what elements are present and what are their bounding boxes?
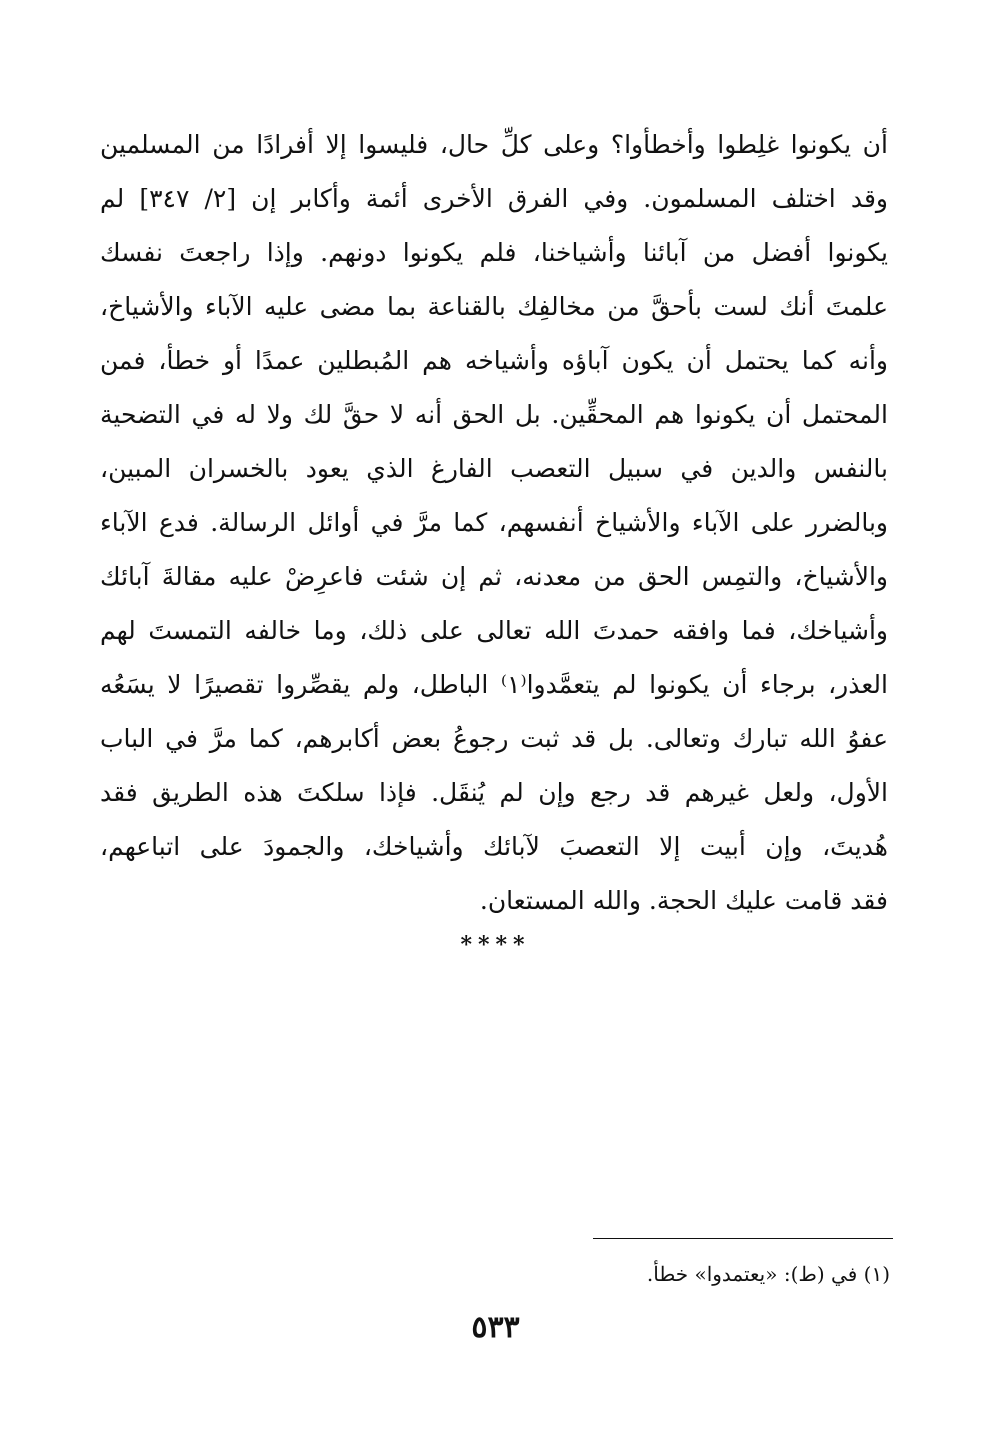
page-number: ٥٣٣ [471,1310,520,1345]
text-line: هُديتَ، وإن أبيت إلا التعصبَ لآبائك وأشياخك، والجمودَ على اتباعهم، [100,832,888,861]
footnote-divider [593,1238,893,1239]
text-line: وبالضرر على الآباء والأشياخ أنفسهم، كما مرَّ في أوائل الرسالة. فدع الآباء [100,508,888,537]
text-line: يكونوا أفضل من آبائنا وأشياخنا، فلم يكونوا دونهم. وإذا راجعتَ نفسك [100,238,888,267]
text-line: وأنه كما يحتمل أن يكون آباؤه وأشياخه هم المُبطلين عمدًا أو خطأ، فمن [100,346,888,375]
text-line: الأول، ولعل غيرهم قد رجع وإن لم يُنقَل. فإذا سلكتَ هذه الطريق فقد [100,778,888,807]
text-line: المحتمل أن يكونوا هم المحقِّين. بل الحق أنه لا حقَّ لك ولا له في التضحية [100,400,888,429]
text-line-last: فقد قامت عليك الحجة. والله المستعان. [479,886,888,915]
text-line: وأشياخك، فما وافقه حمدتَ الله تعالى على ذلك، وما خالفه التمستَ لهم [100,616,888,645]
text-line: عفوُ الله تبارك وتعالى. بل قد ثبت رجوعُ بعض أكابرهم، كما مرَّ في الباب [100,724,888,753]
text-line: علمتَ أنك لست بأحقَّ من مخالفِك بالقناعة بما مضى عليه الآباء والأشياخ، [100,292,888,321]
footnote: (١) في (ط): «يعتمدوا» خطأ. [646,1262,890,1286]
text-line: وقد اختلف المسلمون. وفي الفرق الأخرى أئمة وأكابر إن [٢/ ٣٤٧] لم [100,184,888,213]
main-text-block [100,118,888,928]
text-line: والأشياخ، والتمِس الحق من معدنه، ثم إن شئت فاعرِضْ عليه مقالةَ آبائك [100,562,888,591]
text-line: بالنفس والدين في سبيل التعصب الفارغ الذي يعود بالخسران المبين، [100,454,888,483]
text-line: أن يكونوا غلِطوا وأخطأوا؟ وعلى كلِّ حال، فليسوا إلا أفرادًا من المسلمين [100,130,888,159]
text-line: العذر، برجاء أن يكونوا لم يتعمَّدوا⁽١⁾ الباطل، ولم يقصِّروا تقصيرًا لا يسَعُه [100,670,888,699]
section-separator: **** [460,932,531,958]
